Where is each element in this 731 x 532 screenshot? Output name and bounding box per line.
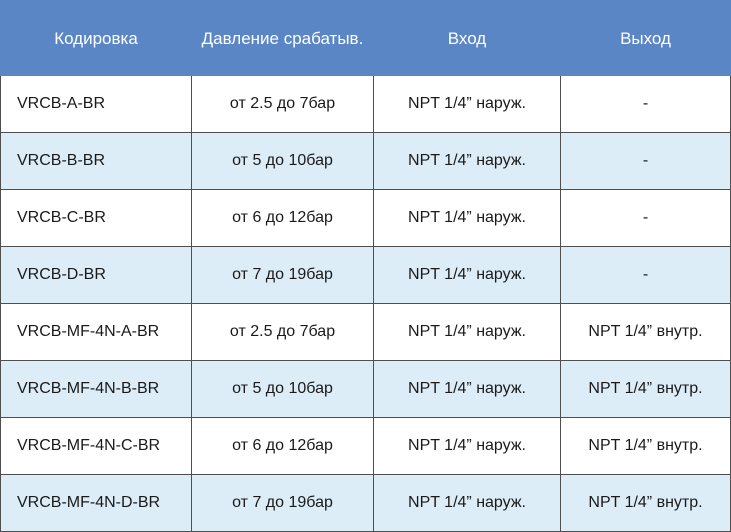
header-code: Кодировка — [1, 1, 192, 76]
cell-outlet: - — [561, 247, 731, 304]
header-inlet: Вход — [374, 1, 561, 76]
table-row — [1, 475, 731, 532]
cell-code: VRCB-B-BR — [1, 133, 192, 190]
cell-code: VRCB-MF-4N-B-BR — [1, 361, 192, 418]
table-row — [1, 133, 731, 190]
cell-outlet: NPT 1/4” внутр. — [561, 304, 731, 361]
table-row — [1, 304, 731, 361]
cell-outlet: NPT 1/4” внутр. — [561, 418, 731, 475]
cell-inlet: NPT 1/4” наруж. — [374, 475, 561, 532]
cell-outlet: - — [561, 133, 731, 190]
cell-inlet: NPT 1/4” наруж. — [374, 304, 561, 361]
cell-inlet: NPT 1/4” наруж. — [374, 361, 561, 418]
table-row — [1, 418, 731, 475]
cell-code: VRCB-MF-4N-C-BR — [1, 418, 192, 475]
header-row — [1, 1, 731, 76]
cell-pressure: от 7 до 19бар — [192, 475, 374, 532]
cell-outlet: - — [561, 190, 731, 247]
cell-inlet: NPT 1/4” наруж. — [374, 190, 561, 247]
cell-inlet: NPT 1/4” наруж. — [374, 76, 561, 133]
cell-outlet: NPT 1/4” внутр. — [561, 361, 731, 418]
cell-pressure: от 6 до 12бар — [192, 418, 374, 475]
cell-pressure: от 7 до 19бар — [192, 247, 374, 304]
cell-outlet: - — [561, 76, 731, 133]
table-row — [1, 190, 731, 247]
cell-code: VRCB-MF-4N-A-BR — [1, 304, 192, 361]
cell-code: VRCB-C-BR — [1, 190, 192, 247]
cell-code: VRCB-A-BR — [1, 76, 192, 133]
cell-inlet: NPT 1/4” наруж. — [374, 418, 561, 475]
cell-code: VRCB-MF-4N-D-BR — [1, 475, 192, 532]
cell-pressure: от 5 до 10бар — [192, 133, 374, 190]
header-outlet: Выход — [561, 1, 731, 76]
cell-pressure: от 2.5 до 7бар — [192, 76, 374, 133]
cell-code: VRCB-D-BR — [1, 247, 192, 304]
table-row — [1, 247, 731, 304]
table-row — [1, 76, 731, 133]
cell-inlet: NPT 1/4” наруж. — [374, 133, 561, 190]
cell-pressure: от 5 до 10бар — [192, 361, 374, 418]
cell-inlet: NPT 1/4” наруж. — [374, 247, 561, 304]
table-row — [1, 361, 731, 418]
cell-pressure: от 6 до 12бар — [192, 190, 374, 247]
cell-outlet: NPT 1/4” внутр. — [561, 475, 731, 532]
cell-pressure: от 2.5 до 7бар — [192, 304, 374, 361]
header-pressure: Давление срабатыв. — [192, 1, 374, 76]
